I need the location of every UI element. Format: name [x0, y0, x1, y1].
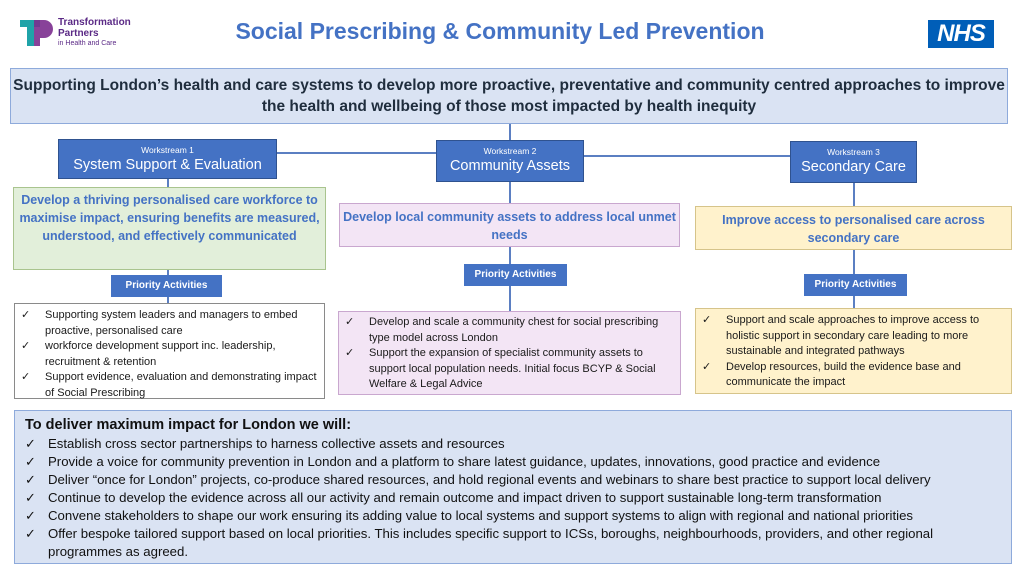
list-item: ✓ Develop and scale a community chest for social prescribing type model across London	[345, 316, 659, 344]
checkmark-icon: ✓	[25, 490, 36, 505]
checkmark-icon: ✓	[345, 347, 355, 359]
logo-line-2: Partners	[58, 27, 99, 39]
workstream-3-activities	[695, 308, 1012, 394]
connector-ws3-activities	[853, 296, 855, 308]
checkmark-icon: ✓	[21, 371, 31, 383]
workstream-2-aim-text: Develop local community assets to address local unmet needs	[343, 210, 676, 242]
list-item: ✓ Support evidence, evaluation and demonstrating impact of Social Prescribing	[21, 371, 317, 399]
list-item: ✓ Support the expansion of specialist community assets to support local population needs. Initial focus BCYP & Social Welfare & Legal Advice	[345, 347, 656, 390]
workstream-3-title: Secondary Care	[801, 159, 906, 175]
workstream-2-aim	[339, 203, 680, 247]
workstream-1-title: System Support & Evaluation	[73, 157, 262, 173]
checkmark-icon: ✓	[702, 314, 712, 326]
list-item: ✓ Offer bespoke tailored support based on local priorities. This includes specific support to ICSs, boroughs, neighbourhoods, providers, and other regional programmes as agreed.	[25, 526, 934, 559]
connector-ws2-activities	[509, 286, 511, 312]
workstream-3-header	[790, 141, 917, 183]
workstream-2-header	[436, 140, 584, 182]
list-item: ✓ Deliver “once for London” projects, co-produce shared resources, and hold regional events and webinars to share best practice to support local delivery	[25, 472, 931, 487]
nhs-logo: NHS	[928, 20, 994, 48]
workstream-2-priority-label: Priority Activities	[464, 264, 567, 286]
connector-banner-to-ws2	[509, 124, 511, 140]
checkmark-icon: ✓	[345, 316, 355, 328]
logo-line-1: Transformation	[58, 17, 131, 28]
logo-line-3: in Health and Care	[58, 40, 117, 47]
commitments-title: To deliver maximum impact for London we will:	[25, 417, 352, 433]
logo-mark-icon	[20, 18, 54, 48]
workstream-1-label: Workstream 1	[141, 145, 194, 155]
mission-text: Supporting London’s health and care systems to develop more proactive, preventative and community centred approaches to improve the health and wellbeing of those most impacted by health inequity	[13, 77, 1005, 115]
checkmark-icon: ✓	[25, 526, 36, 541]
list-item: ✓ Provide a voice for community prevention in London and a platform to share latest guidance, updates, innovations, good practice and evidence	[25, 454, 881, 469]
workstream-1-activities	[14, 303, 325, 399]
workstream-3-aim-text: Improve access to personalised care across secondary care	[722, 213, 985, 245]
list-item: ✓ Support and scale approaches to improve access to holistic support in secondary care leading to more sustainable and integrated pathways	[702, 314, 980, 357]
mission-banner	[10, 68, 1008, 124]
workstream-1-aim	[13, 187, 326, 270]
list-item: ✓ Establish cross sector partnerships to harness collective assets and resources	[25, 436, 505, 451]
list-item: ✓ Continue to develop the evidence across all our activity and remain outcome and impact driven to support sustainable long-term transformation	[25, 490, 882, 505]
connector-ws2-aim	[509, 182, 511, 204]
checkmark-icon: ✓	[21, 340, 31, 352]
connector-ws2-ws3	[584, 155, 791, 157]
checkmark-icon: ✓	[25, 436, 36, 451]
workstream-1-priority-label: Priority Activities	[111, 275, 222, 297]
workstream-2-title: Community Assets	[449, 158, 571, 174]
list-item: ✓ Convene stakeholders to shape our work ensuring its adding value to local systems and support systems to align with regional and national priorities	[25, 508, 913, 523]
connector-ws1-ws2	[277, 152, 436, 154]
list-item: ✓ Supporting system leaders and managers to embed proactive, personalised care	[21, 309, 298, 337]
page-title: Social Prescribing & Community Led Prevention	[235, 18, 765, 44]
connector-ws3-priority	[853, 250, 855, 274]
checkmark-icon: ✓	[21, 309, 31, 321]
list-item: ✓ Develop resources, build the evidence base and communicate the impact	[702, 360, 961, 388]
workstream-2-activities	[338, 311, 681, 395]
workstream-1-header	[58, 139, 277, 179]
connector-ws3-aim	[853, 183, 855, 206]
connector-ws2-priority	[509, 247, 511, 264]
checkmark-icon: ✓	[25, 454, 36, 469]
checkmark-icon: ✓	[25, 472, 36, 487]
workstream-3-label: Workstream 3	[827, 147, 880, 157]
transformation-partners-logo	[20, 18, 160, 52]
checkmark-icon: ✓	[25, 508, 36, 523]
list-item: ✓ workforce development support inc. leadership, recruitment & retention	[21, 340, 276, 368]
workstream-3-priority-label: Priority Activities	[804, 274, 907, 296]
checkmark-icon: ✓	[702, 360, 712, 373]
workstream-3-aim	[695, 206, 1012, 250]
workstream-2-label: Workstream 2	[483, 146, 537, 156]
commitments-box	[14, 410, 1012, 564]
workstream-1-aim-text: Develop a thriving personalised care workforce to maximise impact, ensuring benefits are measured, understood, and effectively communicated	[19, 193, 320, 243]
